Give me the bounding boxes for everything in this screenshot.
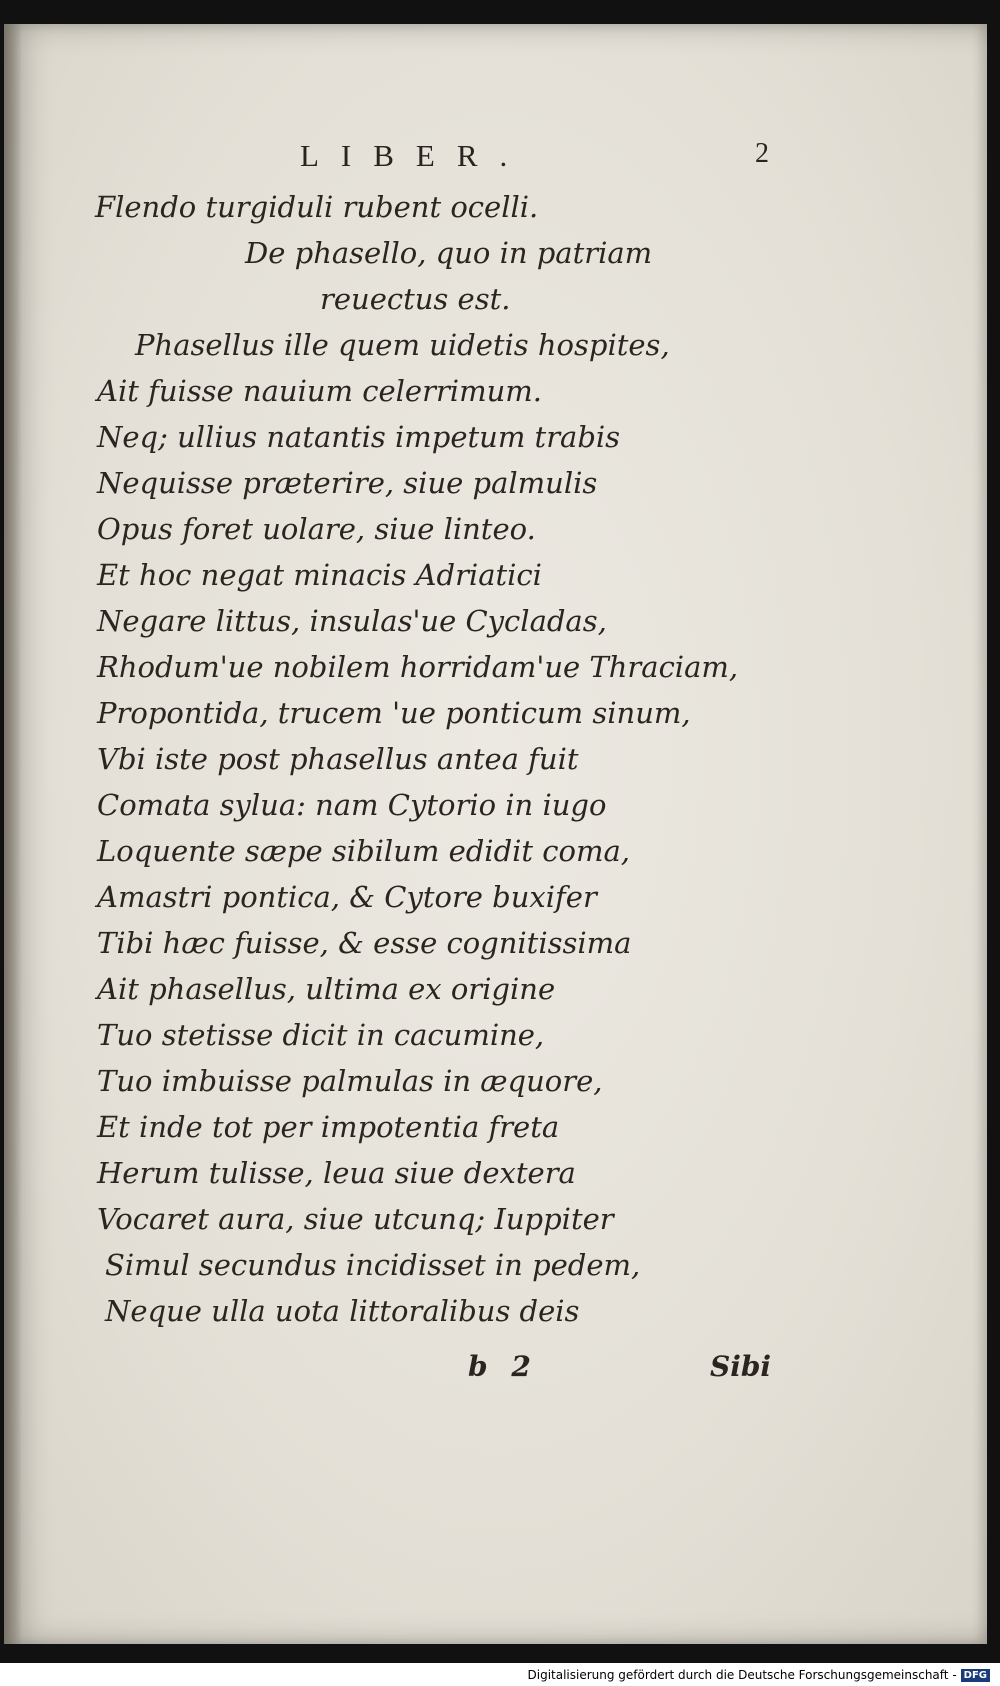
section-heading-line: reuectus est.	[320, 282, 511, 316]
section-heading-line: De phasello, quo in patriam	[245, 236, 653, 270]
running-head: LIBER.	[300, 138, 530, 173]
text-line: Simul secundus incidisset in pedem,	[105, 1248, 641, 1282]
text-line: Tibi hæc fuisse, & esse cognitissima	[97, 926, 632, 960]
text-line: Ait phasellus, ultima ex origine	[97, 972, 556, 1006]
text-line: Comata sylua: nam Cytorio in iugo	[97, 788, 607, 822]
text-line: Neq; ullius natantis impetum trabis	[97, 420, 621, 454]
text-line: Tuo imbuisse palmulas in æquore,	[97, 1064, 603, 1098]
dfg-logo: DFG	[961, 1669, 990, 1682]
text-line: Flendo turgiduli rubent ocelli.	[95, 190, 539, 224]
text-line: Opus foret uolare, siue linteo.	[97, 512, 536, 546]
text-line: Propontida, trucem 'ue ponticum sinum,	[97, 696, 691, 730]
text-line: Phasellus ille quem uidetis hospites,	[135, 328, 670, 362]
page-gutter-shadow	[4, 24, 22, 1644]
credit-text: Digitalisierung gefördert durch die Deutsche Forschungsgemeinschaft -	[527, 1668, 957, 1682]
text-line: Negare littus, insulas'ue Cycladas,	[97, 604, 607, 638]
page-number: 2	[755, 138, 769, 169]
text-line: Et inde tot per impotentia freta	[97, 1110, 560, 1144]
catchword: Sibi	[710, 1350, 772, 1383]
text-line: Ait fuisse nauium celerrimum.	[97, 374, 542, 408]
text-line: Nequisse præterire, siue palmulis	[97, 466, 598, 500]
text-line: Rhodum'ue nobilem horridam'ue Thraciam,	[97, 650, 739, 684]
text-line: Neque ulla uota littoralibus deis	[105, 1294, 580, 1328]
text-line: Et hoc negat minacis Adriatici	[97, 558, 542, 592]
text-line: Loquente sæpe sibilum edidit coma,	[97, 834, 631, 868]
signature-mark: b 2	[468, 1350, 531, 1383]
text-line: Herum tulisse, leua siue dextera	[97, 1156, 576, 1190]
text-line: Vbi iste post phasellus antea fuit	[97, 742, 579, 776]
text-line: Vocaret aura, siue utcunq; Iuppiter	[97, 1202, 614, 1236]
text-line: Tuo stetisse dicit in cacumine,	[97, 1018, 545, 1052]
text-line: Amastri pontica, & Cytore buxifer	[97, 880, 597, 914]
digitization-credit	[528, 1665, 991, 1685]
